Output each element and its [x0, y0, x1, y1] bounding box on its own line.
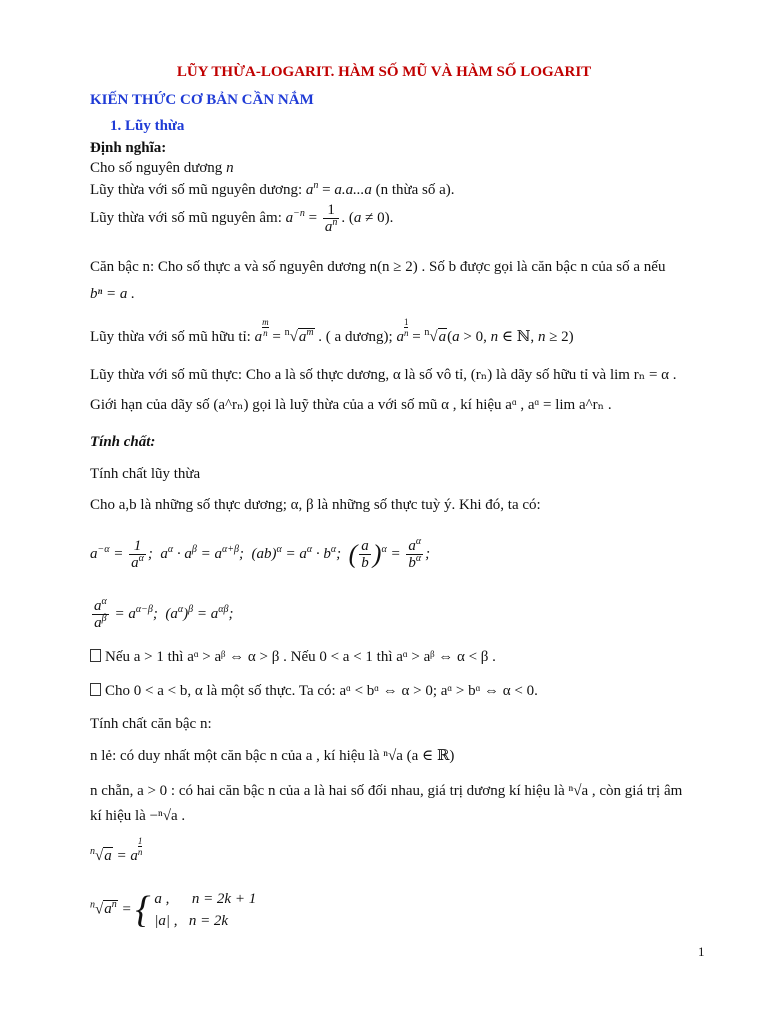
formula-line-4: $^n√a^n$ = { a , n = 2k + 1 |a| , n = 2k: [90, 889, 257, 931]
text-line-9: Tính chất lũy thừa: [90, 466, 201, 482]
page-number: 1: [698, 944, 705, 959]
definition-heading: Định nghĩa:: [90, 140, 167, 156]
text-line-2: Lũy thừa với số mũ nguyên dương: $a^n = a.a...a$ (n thừa số a).: [90, 180, 455, 198]
text-line-6: Lũy thừa với số mũ hữu tỉ: a $\frac{m}{n}$ = $^n√a^m$ . ( a dương); a $\frac{1}{n}$ = $^n$√a(a > 0, n ∈ ℕ, n ≥ 2): [90, 317, 574, 345]
text-line-3: Lũy thừa với số mũ nguyên âm: $a^{-n}$ = $\frac{1}{a^n}$ . (a ≠ 0).: [90, 202, 394, 235]
text-line-15: Tính chất căn bậc n:: [90, 716, 212, 732]
text-line-13: Nếu a > 1 thì aᵅ > aᵝ ⇔ α > β . Nếu 0 < a < 1 thì aᵅ > aᵝ ⇔ α < β .: [90, 647, 496, 667]
page-title: LŨY THỪA-LOGARIT. HÀM SỐ MŨ VÀ HÀM SỐ LOGARIT: [176, 64, 592, 80]
text-line-14: Cho 0 < a < b, α là một số thực. Ta có: aᵅ < bᵅ ⇔ α > 0; aᵅ > bᵅ ⇔ α < 0.: [90, 681, 538, 701]
text-line-4: Căn bậc n: Cho số thực a và số nguyên dương n(n ≥ 2) . Số b được gọi là căn bậc n của số a nếu: [90, 259, 666, 275]
text-line-8: Giới hạn của dãy số (a^rₙ) gọi là luỹ thừa của a với số mũ α , kí hiệu aᵅ , aᵅ = lim a^rₙ .: [90, 397, 612, 413]
section-heading: KIẾN THỨC CƠ BẢN CẦN NẮM: [90, 92, 314, 108]
text-line-10: Cho a,b là những số thực dương; α, β là những số thực tuỳ ý. Khi đó, ta có:: [90, 497, 541, 513]
properties-heading: Tính chất:: [90, 434, 156, 450]
text-line-16: n lẻ: có duy nhất một căn bậc n của a , kí hiệu là ⁿ√a (a ∈ ℝ): [90, 748, 455, 764]
text-line-7: Lũy thừa với số mũ thực: Cho a là số thực dương, α là số vô tỉ, (rₙ) là dãy số hữu tỉ và lim rₙ = α .: [90, 367, 677, 383]
bullet-icon: [90, 683, 101, 696]
text-line-18: kí hiệu là −ⁿ√a .: [90, 808, 186, 824]
formula-line-1: $a^{-\alpha}$ = $\frac{1}{a^\alpha}$ ; $a^\alpha \cdot a^\beta = a^{\alpha+\beta}$; $(ab)^\alpha = a^\alpha \cdot b^\alpha$; ( $\frac{a}{b}$ )$^\alpha$ = $\frac{a^\alpha}{b^\alpha}$ ;: [90, 536, 431, 571]
text-line-5: bⁿ = a .: [90, 286, 135, 302]
text-line-17: n chẵn, a > 0 : có hai căn bậc n của a là hai số đối nhau, giá trị dương kí hiệu là ⁿ√a , còn giá trị âm: [90, 783, 683, 799]
formula-line-3: $^n$√a = a $\frac{1}{n}$: [90, 836, 143, 864]
subsection-heading: 1. Lũy thừa: [110, 118, 185, 134]
bullet-icon: [90, 649, 101, 662]
formula-line-2: $\frac{a^\alpha}{a^\beta}$ = $a^{\alpha-\beta}$; $(a^\alpha)^\beta = a^{\alpha\beta}$;: [94, 596, 234, 631]
text-line-1: Cho số nguyên dương n: [90, 160, 234, 176]
